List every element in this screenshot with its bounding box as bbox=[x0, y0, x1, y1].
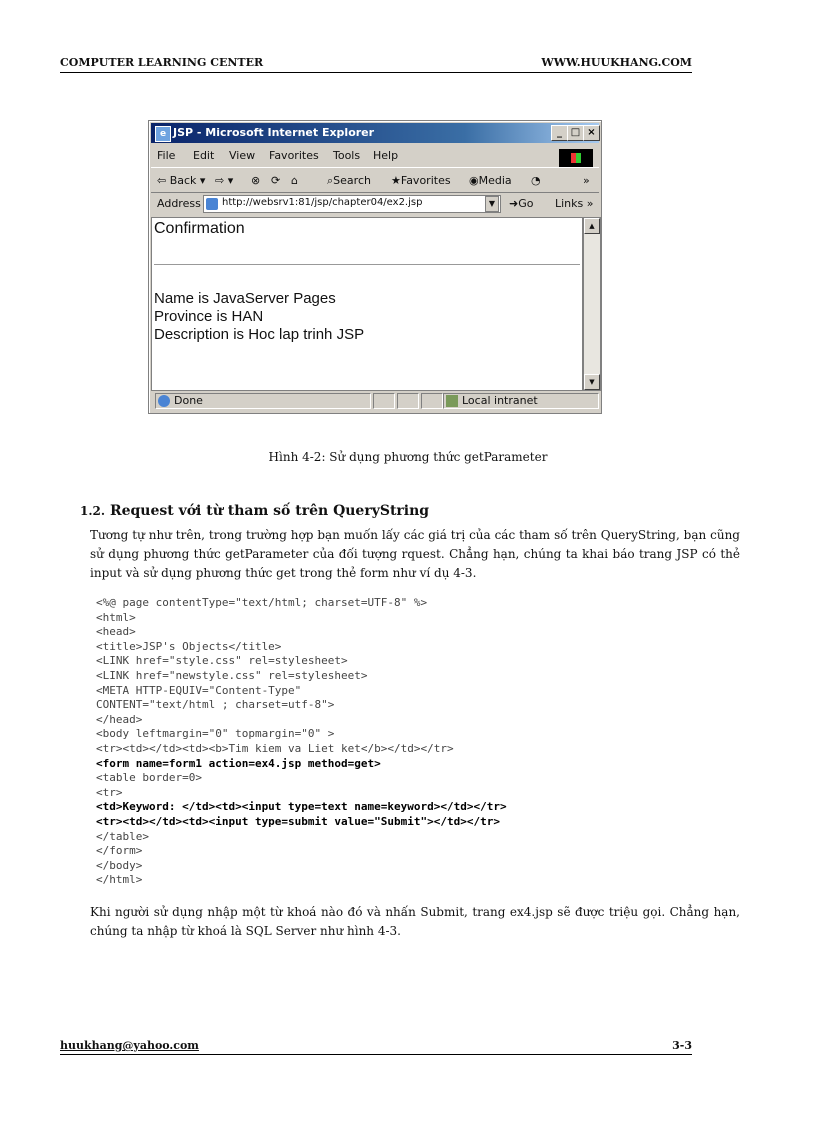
scroll-up-icon[interactable]: ▲ bbox=[584, 218, 600, 234]
code-line: </head> bbox=[96, 712, 143, 726]
forward-icon[interactable]: ⇨ ▾ bbox=[215, 174, 234, 187]
content-line: Description is Hoc lap trinh JSP bbox=[154, 326, 365, 343]
toolbar bbox=[151, 167, 599, 193]
code-line: </body> bbox=[96, 858, 143, 872]
menu-tools[interactable]: Tools bbox=[333, 149, 361, 162]
status-segment bbox=[373, 393, 395, 409]
menu-favorites[interactable]: Favorites bbox=[269, 149, 319, 162]
stop-icon[interactable]: ⊗ bbox=[251, 174, 261, 187]
code-line: <tr><td></td><td><b>Tim kiem va Liet ket</b></td></tr> bbox=[96, 741, 454, 755]
section-heading bbox=[80, 503, 429, 519]
browser-title: JSP - Microsoft Internet Explorer bbox=[173, 126, 375, 139]
code-line: <td>Keyword: </td><td><input type=text name=keyword></td></tr> bbox=[96, 800, 507, 814]
status-done bbox=[155, 393, 371, 409]
code-line: <LINK href="style.css" rel=stylesheet> bbox=[96, 654, 348, 668]
zone-text: Local intranet bbox=[462, 394, 538, 407]
code-block bbox=[96, 596, 716, 888]
address-label: Address bbox=[157, 197, 201, 210]
menu-help[interactable]: Help bbox=[373, 149, 399, 162]
paragraph: Tương tự như trên, trong trường hợp bạn muốn lấy các giá trị của các tham số trên QueryString, bạn cũng sử dụng phương thức getParameter của đối tượng rquest. Chẳng hạn, chúng ta khai báo trang JSP có thẻ input và sử dụng phương thức get trong thẻ form như ví dụ 4-3. bbox=[90, 528, 740, 580]
content-line: Name is JavaServer Pages bbox=[154, 290, 336, 307]
content-heading: Confirmation bbox=[154, 220, 245, 237]
code-line: <tr><td></td><td><input type=submit value="Submit"></td></tr> bbox=[96, 814, 500, 828]
media-button[interactable]: ◉Media bbox=[469, 174, 512, 187]
browser-viewport bbox=[151, 217, 583, 391]
menu-edit[interactable]: Edit bbox=[193, 149, 215, 162]
page-number: 3-3 bbox=[672, 1039, 692, 1052]
code-line: <tr> bbox=[96, 785, 123, 799]
code-line: <form name=form1 action=ex4.jsp method=get> bbox=[96, 756, 381, 770]
code-line: </form> bbox=[96, 844, 143, 858]
page-footer bbox=[60, 1039, 692, 1055]
code-line: <body leftmargin="0" topmargin="0" > bbox=[96, 727, 335, 741]
address-dropdown-icon[interactable]: ▼ bbox=[485, 196, 499, 212]
ie-logo-icon: e bbox=[155, 126, 171, 142]
code-line: <title>JSP's Objects</title> bbox=[96, 639, 282, 653]
links-button[interactable]: Links » bbox=[555, 197, 594, 210]
figure-caption: Hình 4-2: Sử dụng phương thức getParameter bbox=[268, 450, 548, 464]
page-icon bbox=[206, 198, 218, 210]
content-divider bbox=[154, 264, 580, 265]
content-line: Province is HAN bbox=[154, 308, 264, 325]
code-line: <META HTTP-EQUIV="Content-Type" bbox=[96, 683, 302, 697]
chevron-icon[interactable]: » bbox=[583, 174, 590, 187]
status-segment bbox=[397, 393, 419, 409]
code-line: <head> bbox=[96, 625, 136, 639]
refresh-icon[interactable]: ⟳ bbox=[271, 174, 281, 187]
address-input[interactable] bbox=[203, 195, 501, 213]
menu-view[interactable]: View bbox=[229, 149, 256, 162]
code-line: </html> bbox=[96, 873, 143, 887]
browser-screenshot bbox=[148, 120, 602, 414]
home-icon[interactable]: ⌂ bbox=[291, 174, 298, 187]
paragraph: Khi người sử dụng nhập một từ khoá nào đó và nhấn Submit, trang ex4.jsp sẽ được triệu gọi. Chẳng hạn, chúng ta nhập từ khoá là SQL Server như hình 4-3. bbox=[90, 905, 740, 938]
search-button[interactable]: ⌕Search bbox=[327, 174, 371, 187]
menu-file[interactable]: File bbox=[157, 149, 176, 162]
code-line: <LINK href="newstyle.css" rel=stylesheet> bbox=[96, 668, 368, 682]
maximize-icon[interactable]: □ bbox=[567, 125, 584, 141]
go-button[interactable]: ➜Go bbox=[509, 197, 534, 210]
address-bar bbox=[151, 193, 599, 215]
status-bar bbox=[151, 391, 599, 409]
section-number: 1.2. bbox=[80, 504, 106, 518]
address-value: http://websrv1:81/jsp/chapter04/ex2.jsp bbox=[222, 197, 423, 208]
back-button[interactable]: ⇦ Back ▾ bbox=[157, 174, 206, 187]
menu-bar bbox=[151, 145, 599, 165]
ie-status-icon bbox=[158, 395, 170, 407]
intranet-icon bbox=[446, 395, 458, 407]
status-zone bbox=[443, 393, 599, 409]
history-icon[interactable]: ◔ bbox=[531, 174, 541, 187]
windows-flag-icon bbox=[559, 149, 593, 167]
code-line: </table> bbox=[96, 829, 149, 843]
vertical-scrollbar[interactable] bbox=[583, 217, 601, 391]
footer-email: huukhang@yahoo.com bbox=[60, 1039, 199, 1052]
code-line: <%@ page contentType="text/html; charset=UTF-8" %> bbox=[96, 596, 428, 609]
status-text: Done bbox=[174, 394, 203, 407]
code-line: <html> bbox=[96, 610, 136, 624]
code-line: CONTENT="text/html ; charset=utf-8"> bbox=[96, 698, 335, 712]
header-right: WWW.HUUKHANG.COM bbox=[541, 56, 692, 69]
section-title: Request với từ tham số trên QueryString bbox=[109, 503, 430, 519]
header-left: COMPUTER LEARNING CENTER bbox=[60, 56, 264, 69]
scroll-down-icon[interactable]: ▼ bbox=[584, 374, 600, 390]
code-line: <table border=0> bbox=[96, 771, 202, 785]
status-segment bbox=[421, 393, 443, 409]
close-icon[interactable]: × bbox=[583, 125, 600, 141]
minimize-icon[interactable]: _ bbox=[551, 125, 568, 141]
browser-title-bar bbox=[151, 123, 599, 143]
favorites-button[interactable]: ★Favorites bbox=[391, 174, 451, 187]
page-header bbox=[60, 56, 692, 73]
